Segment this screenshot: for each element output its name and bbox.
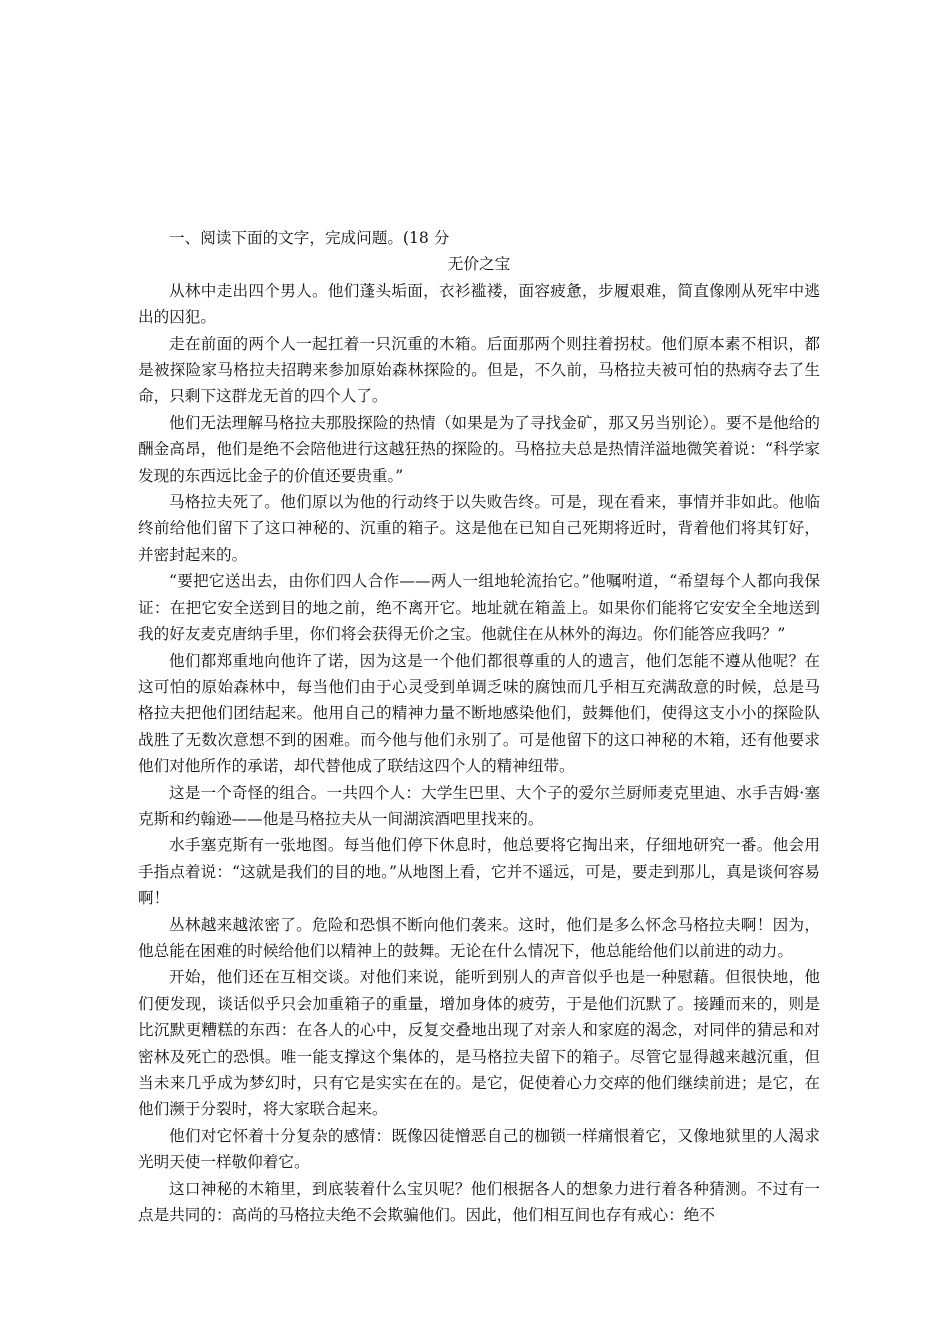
article-title: 无价之宝: [447, 255, 511, 274]
paragraph: 这口神秘的木箱里，到底装着什么宝贝呢？他们根据各人的想象力进行着各种猜测。不过有一点是共同的：高尚的马格拉夫绝不会欺骗他们。因此，他们相互间也存有戒心：绝不: [138, 1179, 820, 1225]
question-heading: 一、阅读下面的文字，完成问题。(18 分: [169, 229, 450, 247]
paragraph: 他们对它怀着十分复杂的感情：既像囚徒憎恶自己的枷锁一样痛恨着它，又像地狱里的人渴求光明天使一样敬仰着它。: [138, 1126, 820, 1172]
paragraph: 马格拉夫死了。他们原以为他的行动终于以失败告终。可是，现在看来，事情并非如此。他临终前给他们留下了这口神秘的、沉重的箱子。这是他在已知自己死期将近时，背着他们将其钉好，并密封起来的。: [138, 493, 820, 564]
paragraph: 走在前面的两个人一起扛着一只沉重的木箱。后面那两个则拄着拐杖。他们原本素不相识，都是被探险家马格拉夫招聘来参加原始森林探险的。但是，不久前，马格拉夫被可怕的热病夺去了生命，只剩下这群龙无首的四个人了。: [138, 334, 820, 406]
paragraph: 从林中走出四个男人。他们蓬头垢面，衣衫褴褛，面容疲惫，步履艰难，简直像刚从死牢中逃出的囚犯。: [138, 281, 820, 327]
paragraph: “要把它送出去，由你们四人合作——两人一组地轮流抬它。”他嘱咐道，“希望每个人都向我保证：在把它安全送到目的地之前，绝不离开它。地址就在箱盖上。如果你们能将它安安全全地送到我的好友麦克唐纳手里，你们将会获得无价之宝。他就住在从林外的海边。你们能答应我吗？”: [138, 572, 820, 644]
document-page: [138, 225, 820, 1228]
paragraph: 他们都郑重地向他许了诺，因为这是一个他们都很尊重的人的遗言，他们怎能不遵从他呢？在这可怕的原始森林中，每当他们由于心灵受到单调乏味的腐蚀而几乎相互充满敌意的时候，总是马格拉夫把他们团结起来。他用自己的精神力量不断地感染他们，鼓舞他们，使得这支小小的探险队战胜了无数次意想不到的困难。而今他与他们永别了。可是他留下的这口神秘的木箱，还有他要求他们对他所作的承诺，却代替他成了联结这四个人的精神纽带。: [138, 651, 820, 776]
paragraph: 丛林越来越浓密了。危险和恐惧不断向他们袭来。这时，他们是多么怀念马格拉夫啊！因为，他总能在困难的时候给他们以精神上的鼓舞。无论在什么情况下，他总能给他们以前进的动力。: [138, 915, 820, 960]
paragraph: 这是一个奇怪的组合。一共四个人：大学生巴里、大个子的爱尔兰厨师麦克里迪、水手吉姆·塞克斯和约翰逊——他是马格拉夫从一间湖滨酒吧里找来的。: [138, 783, 820, 828]
paragraph: 他们无法理解马格拉夫那股探险的热情（如果是为了寻找金矿，那又另当别论）。要不是他给的酬金高昂，他们是绝不会陪他进行这越狂热的探险的。马格拉夫总是热情洋溢地微笑着说：“科学家发现的东西远比金子的价值还要贵重。”: [138, 413, 820, 485]
paragraph: 水手塞克斯有一张地图。每当他们停下休息时，他总要将它掏出来，仔细地研究一番。他会用手指点着说：“这就是我们的目的地。”从地图上看，它并不遥远，可是，要走到那儿，真是谈何容易啊！: [138, 836, 820, 908]
paragraph: 开始，他们还在互相交谈。对他们来说，能听到别人的声音似乎也是一种慰藉。但很快地，他们便发现，谈话似乎只会加重箱子的重量，增加身体的疲劳，于是他们沉默了。接踵而来的，则是比沉默更糟糕的东西：在各人的心中，反复交叠地出现了对亲人和家庭的渴念，对同伴的猜忌和对密林及死亡的恐惧。唯一能支撑这个集体的，是马格拉夫留下的箱子。尽管它显得越来越沉重，但当未来几乎成为梦幻时，只有它是实实在在的。是它，促使着心力交瘁的他们继续前进；是它，在他们濒于分裂时，将大家联合起来。: [138, 968, 820, 1119]
